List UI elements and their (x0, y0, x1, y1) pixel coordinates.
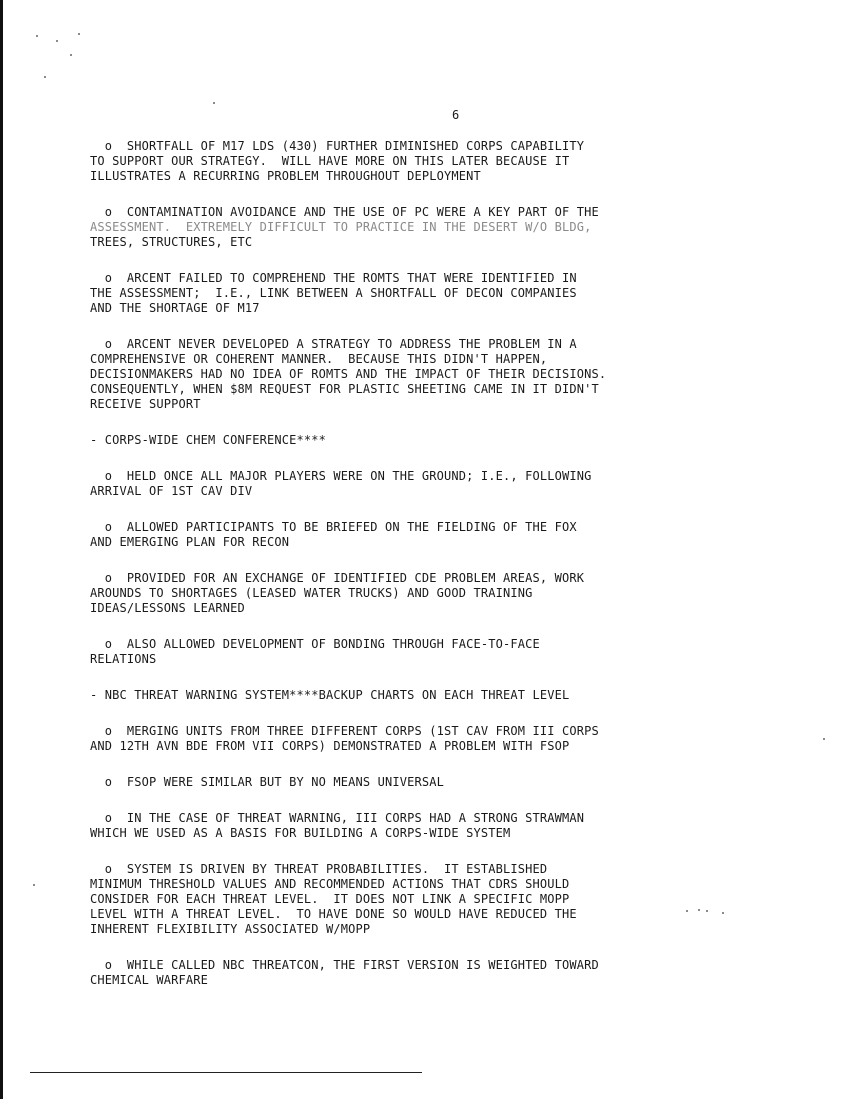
paragraph-arcent-strategy: o ARCENT NEVER DEVELOPED A STRATEGY TO ADDRESS THE PROBLEM IN A COMPREHENSIVE OR COHERENT MANNER. BECAUSE THIS DIDN'T HAPPEN, DECISIONMAKERS HAD NO IDEA OF ROMTS AND THE IMPACT OF THEIR DECISIONS. CONSEQUENTLY, WHEN $8M REQUEST FOR PLASTIC SHEETING CAME IN IT DIDN'T RECEIVE SUPPORT (90, 337, 607, 411)
scan-speck (56, 40, 58, 42)
paragraph-contamination-avoidance (90, 205, 810, 250)
memo-body (90, 139, 810, 1009)
paragraph-merging-units: o MERGING UNITS FROM THREE DIFFERENT CORPS (1ST CAV FROM III CORPS AND 12TH AVN BDE FROM VII CORPS) DEMONSTRATED A PROBLEM WITH FSOP (90, 724, 599, 753)
paragraph-held-once: o HELD ONCE ALL MAJOR PLAYERS WERE ON THE GROUND; I.E., FOLLOWING ARRIVAL OF 1ST CAV DIV (90, 469, 592, 498)
paragraph-threatcon: o WHILE CALLED NBC THREATCON, THE FIRST VERSION IS WEIGHTED TOWARD CHEMICAL WARFARE (90, 958, 599, 987)
paragraph-threat-probabilities: o SYSTEM IS DRIVEN BY THREAT PROBABILITIES. IT ESTABLISHED MINIMUM THRESHOLD VALUES AND RECOMMENDED ACTIONS THAT CDRS SHOULD CONSIDER FOR EACH THREAT LEVEL. IT DOES NOT LINK A SPECIFIC MOPP LEVEL WITH A THREAT LEVEL. TO HAVE DONE SO WOULD HAVE REDUCED THE INHERENT FLEXIBILITY ASSOCIATED W/MOPP (90, 862, 577, 936)
scan-speck (213, 102, 215, 104)
scan-speck (78, 33, 80, 35)
page-number: 6 (452, 108, 460, 122)
paragraph-line: TREES, STRUCTURES, ETC (90, 235, 253, 249)
footer-rule (30, 1072, 422, 1073)
paragraph-briefed-fox: o ALLOWED PARTICIPANTS TO BE BRIEFED ON THE FIELDING OF THE FOX AND EMERGING PLAN FOR RECON (90, 520, 577, 549)
scan-speck (823, 738, 825, 740)
faint-line: ASSESSMENT. EXTREMELY DIFFICULT TO PRACTICE IN THE DESERT W/O BLDG, (90, 220, 592, 234)
paragraph-exchange-cde: o PROVIDED FOR AN EXCHANGE OF IDENTIFIED CDE PROBLEM AREAS, WORK AROUNDS TO SHORTAGES (LEASED WATER TRUCKS) AND GOOD TRAINING IDEAS/LESSONS LEARNED (90, 571, 585, 615)
paragraph-line: o CONTAMINATION AVOIDANCE AND THE USE OF PC WERE A KEY PART OF THE (90, 205, 599, 219)
paragraph-strawman: o IN THE CASE OF THREAT WARNING, III CORPS HAD A STRONG STRAWMAN WHICH WE USED AS A BASIS FOR BUILDING A CORPS-WIDE SYSTEM (90, 811, 585, 840)
scan-speck (70, 54, 72, 56)
paragraph-arcent-failed: o ARCENT FAILED TO COMPREHEND THE ROMTS THAT WERE IDENTIFIED IN THE ASSESSMENT; I.E., LINK BETWEEN A SHORTFALL OF DECON COMPANIES AND THE SHORTAGE OF M17 (90, 271, 577, 315)
paragraph-fsop-similar: o FSOP WERE SIMILAR BUT BY NO MEANS UNIVERSAL (90, 775, 444, 789)
heading-threat-warning: - NBC THREAT WARNING SYSTEM****BACKUP CHARTS ON EACH THREAT LEVEL (90, 688, 570, 702)
heading-chem-conference: - CORPS-WIDE CHEM CONFERENCE**** (90, 433, 326, 447)
scan-speck (36, 35, 38, 37)
scan-speck (33, 884, 35, 886)
paragraph-m17-shortfall: o SHORTFALL OF M17 LDS (430) FURTHER DIMINISHED CORPS CAPABILITY TO SUPPORT OUR STRATEGY. WILL HAVE MORE ON THIS LATER BECAUSE IT ILLUSTRATES A RECURRING PROBLEM THROUGHOUT DEPLOYMENT (90, 139, 585, 183)
paragraph-bonding: o ALSO ALLOWED DEVELOPMENT OF BONDING THROUGH FACE-TO-FACE RELATIONS (90, 637, 540, 666)
scan-left-edge (0, 0, 3, 1099)
scan-speck (44, 76, 46, 78)
